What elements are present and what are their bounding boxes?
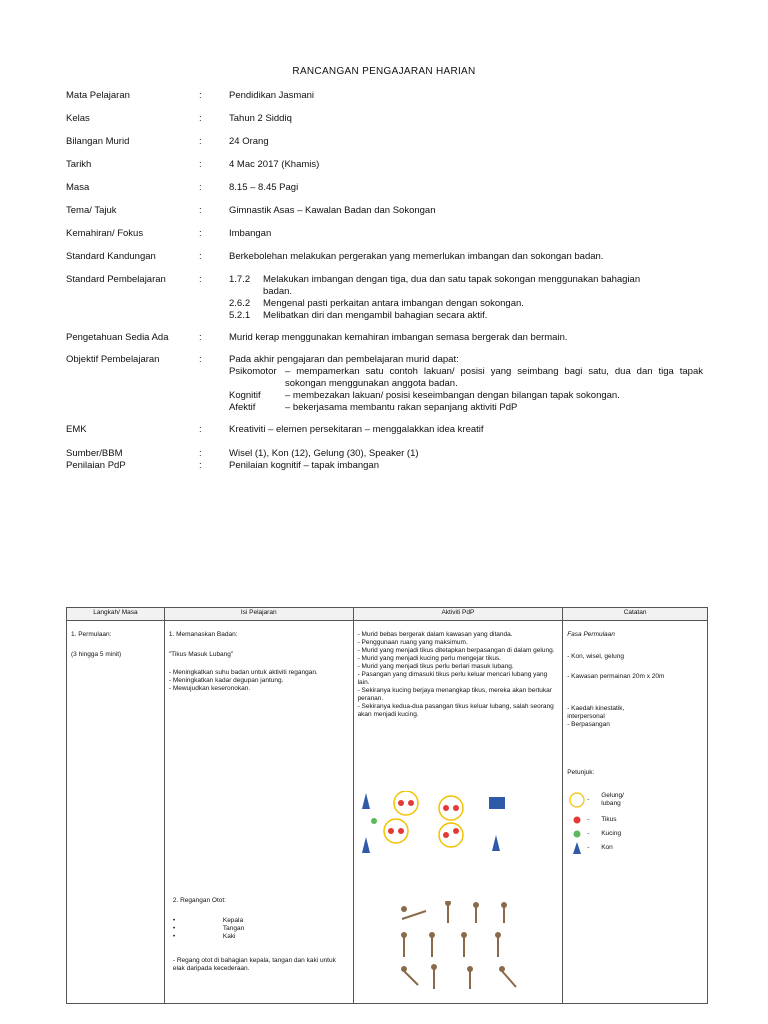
cone-icon [362, 793, 370, 809]
objektif-intro: Pada akhir pengajaran dan pembelajaran murid dapat: [229, 354, 459, 365]
header-langkah: Langkah/ Masa [67, 608, 165, 621]
field-label: Penilaian PdP [66, 460, 126, 471]
field-label: Mata Pelajaran [66, 90, 130, 101]
mouse-icon [572, 815, 582, 825]
field-colon: : [199, 251, 202, 262]
cone-icon [362, 837, 370, 853]
field-label: Tema/ Tajuk [66, 205, 117, 216]
legend-dash: - [587, 844, 590, 851]
field-colon: : [199, 424, 202, 435]
mouse-icon [443, 832, 449, 838]
catatan-title: Fasa Permulaan [567, 631, 615, 638]
mouse-icon [388, 828, 394, 834]
catatan-emk: - Berpasangan [567, 721, 610, 728]
field-value: Pendidikan Jasmani [229, 90, 315, 101]
cat-icon [371, 818, 377, 824]
field-label: Masa [66, 182, 90, 193]
legend-item [567, 841, 703, 855]
isi-heading: 1. Memanaskan Badan: [168, 631, 238, 638]
legend-label: Kon [601, 844, 613, 851]
field-label: Kemahiran/ Fokus [66, 228, 144, 239]
legend-dash: - [587, 796, 590, 803]
part-label: Kaki [222, 933, 236, 940]
legend-label: Gelung/ lubang [601, 792, 624, 807]
isi-point: - Meningkatkan suhu badan untuk aktiviti regangan. [168, 669, 318, 676]
field-colon: : [199, 354, 202, 365]
legend [567, 787, 703, 855]
sp-item [229, 298, 709, 310]
objektif-text: – membezakan lakuan/ posisi keseimbangan dengan bilangan tapak sokongan. [285, 390, 620, 401]
sp-num: 2.6.2 [229, 298, 251, 309]
aktiviti-item: - Murid bebas bergerak dalam kawasan yang ditanda. [357, 631, 513, 638]
field-label: Pengetahuan Sedia Ada [66, 332, 169, 343]
catatan-line: - Kawasan permainan 20m x 20m [567, 673, 665, 680]
field-value: Imbangan [229, 228, 272, 239]
part-label: Kepala [222, 917, 244, 924]
catatan-line: - Kon, wisel, gelung [567, 653, 624, 660]
cell-langkah [67, 621, 165, 1004]
objektif-key: Psikomotor [229, 366, 277, 377]
aktiviti-item: - Pasangan yang dimasuki tikus perlu keluar mencari lubang yang lain. [357, 671, 548, 686]
field-colon: : [199, 460, 202, 471]
field-label: Tarikh [66, 159, 92, 170]
aktiviti-item: - Penggunaan ruang yang maksimum. [357, 639, 468, 646]
hoop-icon [569, 792, 585, 808]
field-label: Sumber/BBM [66, 448, 123, 459]
objektif-key: Kognitif [229, 390, 261, 401]
field-label: Standard Kandungan [66, 251, 156, 262]
part-item: • Kaki [172, 933, 236, 940]
field-colon: : [199, 113, 202, 124]
field-label: Kelas [66, 113, 90, 124]
langkah-time: (3 hingga 5 minit) [71, 651, 122, 658]
cell-isi [164, 621, 353, 1004]
stretching-figures-image [398, 901, 528, 993]
field-value: Murid kerap menggunakan kemahiran imbangan semasa bergerak dan bermain. [229, 332, 568, 343]
sp-text: Melakukan imbangan dengan tiga, dua dan satu tapak sokongan menggunakan bahagian badan. [263, 274, 641, 297]
mouse-icon [453, 828, 459, 834]
objektif-text: – mempamerkan satu contoh lakuan/ posisi yang seimbang bagi satu, dua dan tiga tapak sokongan menggunakan anggota badan. [285, 366, 703, 389]
isi-parts [173, 917, 349, 941]
isi-note: - Regang otot di bahagian kepala, tangan dan kaki untuk elak daripada kecederaan. [172, 957, 336, 972]
hoop-icon [384, 819, 408, 843]
field-label: Objektif Pembelajaran [66, 354, 160, 365]
field-colon: : [199, 159, 202, 170]
field-value: Berkebolehan melakukan pergerakan yang memerlukan imbangan dan sokongan badan. [229, 251, 604, 262]
part-item: • Tangan [172, 925, 245, 932]
aktiviti-item: - Murid yang menjadi tikus ditetapkan berpasangan di dalam gelung. [357, 647, 555, 654]
field-label: Standard Pembelajaran [66, 274, 166, 285]
game-layout-diagram [360, 791, 520, 861]
mouse-icon [443, 805, 449, 811]
lesson-table [66, 607, 708, 1004]
table-row [67, 621, 708, 1004]
mouse-icon [408, 800, 414, 806]
page-title: RANCANGAN PENGAJARAN HARIAN [292, 66, 476, 77]
isi-point: - Meningkatkan kadar degupan jantung. [168, 677, 284, 684]
hoop-icon [394, 791, 418, 815]
legend-item [567, 787, 703, 813]
field-value: 4 Mac 2017 (Khamis) [229, 159, 320, 170]
objektif-key: Afektif [229, 402, 256, 413]
isi-heading2: 2. Regangan Otot: [172, 897, 226, 904]
field-colon: : [199, 182, 202, 193]
legend-label: Kucing [601, 830, 622, 837]
field-label: EMK [66, 424, 87, 435]
part-label: Tangan [222, 925, 245, 932]
field-colon: : [199, 332, 202, 343]
hoop-icon [439, 796, 463, 820]
aktiviti-item: - Murid yang menjadi tikus perlu berlari masuk lubang. [357, 663, 514, 670]
objektif-item [229, 390, 703, 402]
aktiviti-item: - Sekiranya kucing berjaya menangkap tikus, mereka akan bertukar peranan. [357, 687, 552, 702]
mouse-icon [453, 805, 459, 811]
mouse-icon [398, 828, 404, 834]
field-label: Bilangan Murid [66, 136, 130, 147]
legend-item [567, 813, 703, 827]
cone-icon [572, 842, 582, 854]
field-value: Tahun 2 Siddiq [229, 113, 292, 124]
header-aktiviti: Aktiviti PdP [353, 608, 563, 621]
cell-aktiviti [353, 621, 563, 1004]
mouse-icon [398, 800, 404, 806]
objektif-content [229, 354, 703, 414]
sp-text: Mengenal pasti perkaitan antara imbangan dengan sokongan. [263, 298, 524, 309]
aktiviti-item: - Sekiranya kedua-dua pasangan tikus keluar lubang, salah seorang akan menjadi kucing. [357, 703, 554, 718]
field-value: Gimnastik Asas – Kawalan Badan dan Sokongan [229, 205, 436, 216]
sp-num: 5.2.1 [229, 310, 251, 321]
field-colon: : [199, 90, 202, 101]
legend-item [567, 827, 703, 841]
speaker-box-icon [489, 797, 505, 809]
objektif-item [229, 402, 703, 414]
header-isi: Isi Pelajaran [164, 608, 353, 621]
langkah-title: 1. Permulaan: [71, 631, 112, 638]
field-value: 8.15 – 8.45 Pagi [229, 182, 299, 193]
field-colon: : [199, 448, 202, 459]
objektif-item [229, 366, 703, 390]
catatan-petunjuk: Petunjuk: [567, 769, 595, 776]
isi-points [169, 669, 349, 693]
catatan-emk: - Kaedah kinestatik, interpersonal [567, 705, 625, 720]
cell-catatan [563, 621, 708, 1004]
isi-point: - Mewujudkan keseronokan. [168, 685, 251, 692]
field-value: Penilaian kognitif – tapak imbangan [229, 460, 379, 471]
aktiviti-item: - Murid yang menjadi kucing perlu mengejar tikus. [357, 655, 501, 662]
aktiviti-list [358, 631, 559, 719]
sp-num: 1.7.2 [229, 274, 251, 285]
field-value: 24 Orang [229, 136, 269, 147]
objektif-text: – bekerjasama membantu rakan sepanjang aktiviti PdP [285, 402, 518, 413]
hoop-icon [439, 823, 463, 847]
sp-list [229, 274, 709, 322]
field-value: Kreativiti – elemen persekitaran – menggalakkan idea kreatif [229, 424, 484, 435]
sp-item [229, 274, 709, 298]
legend-dash: - [587, 830, 590, 837]
field-colon: : [199, 136, 202, 147]
table-header-row [67, 608, 708, 621]
field-colon: : [199, 274, 202, 285]
cat-icon [572, 829, 582, 839]
cone-icon [492, 835, 500, 851]
sp-item [229, 310, 709, 322]
isi-game: "Tikus Masuk Lubang" [168, 651, 234, 658]
field-colon: : [199, 205, 202, 216]
field-colon: : [199, 228, 202, 239]
legend-label: Tikus [601, 816, 617, 823]
sp-text: Melibatkan diri dan mengambil bahagian secara aktif. [263, 310, 488, 321]
header-catatan: Catatan [563, 608, 708, 621]
legend-dash: - [587, 816, 590, 823]
part-item: • Kepala [172, 917, 244, 924]
field-value: Wisel (1), Kon (12), Gelung (30), Speaker (1) [229, 448, 419, 459]
